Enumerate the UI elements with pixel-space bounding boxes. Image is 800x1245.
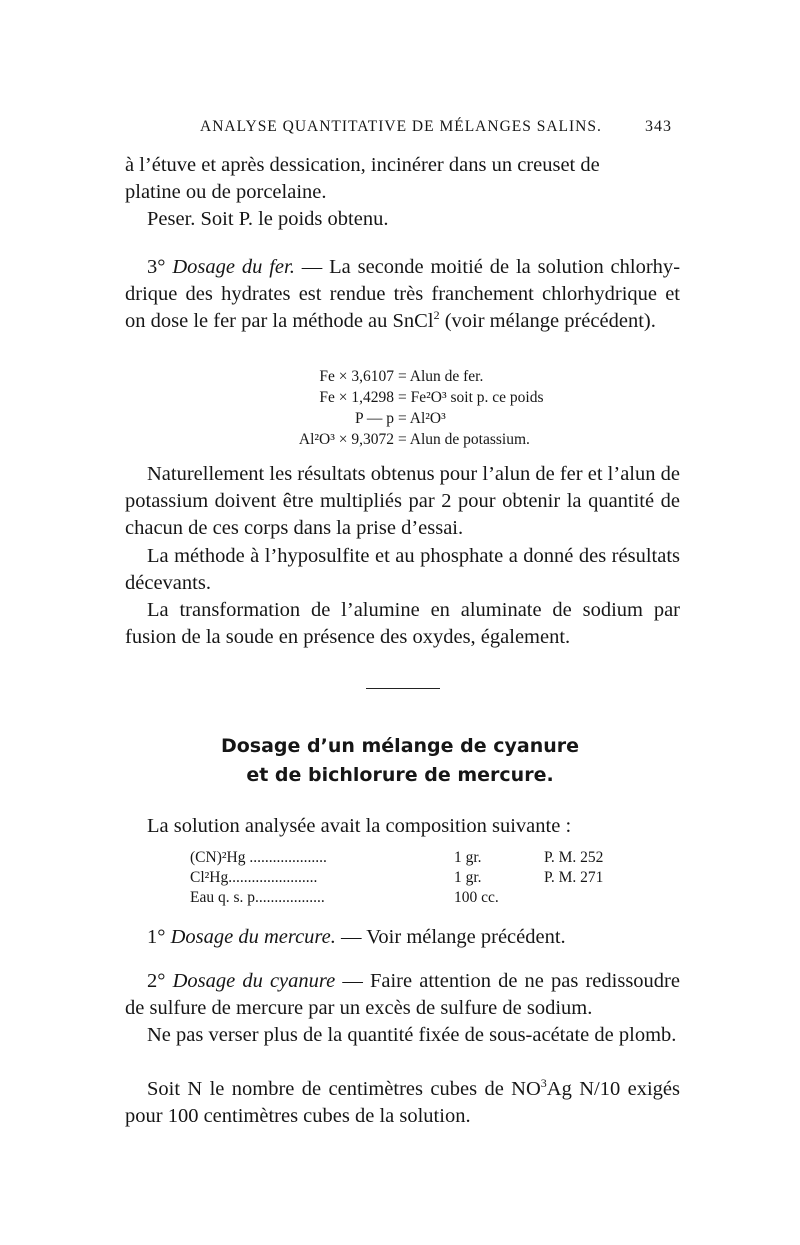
component-molar-mass — [544, 888, 644, 908]
component-molar-mass: P. M. 271 — [544, 869, 604, 886]
composition-row — [190, 888, 644, 908]
dosage-cyanure-paragraph — [125, 968, 680, 1022]
formula-right: = Alun de fer. — [398, 368, 484, 385]
component-name: Eau q. s. p.................. — [190, 889, 325, 906]
dosage-fer-superscript: 2 — [433, 308, 440, 323]
formula-row — [200, 387, 620, 408]
formula-row — [200, 408, 620, 429]
dosage-fer-paragraph — [125, 254, 680, 335]
dosage-fer-dash: — — [294, 256, 330, 278]
peser-paragraph: Peser. Soit P. le poids obtenu. — [147, 208, 389, 230]
dosage-mercure-paragraph — [125, 924, 680, 951]
methode-paragraph: La méthode à l’hyposulfite et au phosphate a donné des résultats décevants. — [125, 545, 680, 594]
plomb-paragraph: Ne pas verser plus de la quantité fixée de sous-acétate de plomb. — [147, 1024, 677, 1046]
dosage-cyanure-text: — Faire attention de ne pas redissoudre de sulfure de mercure par un excès de sulfure de sodium. — [125, 970, 680, 1019]
dosage-mercure-heading: Dosage du mercure. — [170, 926, 336, 948]
formula-block — [200, 366, 620, 450]
component-name: Cl²Hg....................... — [190, 869, 318, 886]
formula-right: = Fe²O³ soit p. ce poids — [398, 389, 544, 406]
formula-left: Fe × 1,4298 — [319, 389, 394, 406]
composition-intro: La solution analysée avait la composition suivante : — [147, 815, 572, 837]
dosage-fer-heading: Dosage du fer. — [172, 256, 295, 278]
formula-right: = Al²O³ — [398, 410, 446, 427]
soit-text: Soit N le nombre de centimètres cubes de NO — [147, 1078, 541, 1100]
composition-table — [190, 848, 644, 908]
section-title-line-2: et de bichlorure de mercure. — [246, 764, 554, 786]
component-name: (CN)²Hg .................... — [190, 849, 327, 866]
running-header: ANALYSE QUANTITATIVE DE MÉLANGES SALINS. — [200, 118, 602, 135]
formula-left: Fe × 3,6107 — [319, 368, 394, 385]
soit-superscript: 3 — [540, 1076, 547, 1091]
component-quantity: 1 gr. — [454, 849, 482, 866]
component-molar-mass: P. M. 252 — [544, 849, 604, 866]
intro-paragraph — [125, 152, 680, 206]
soit-text-end: Ag N/10 exigés pour 100 centimètres cubes de la solution. — [125, 1078, 680, 1127]
transformation-paragraph: La transformation de l’alumine en aluminate de sodium par fusion de la soude en présence des oxydes, également. — [125, 599, 680, 648]
section-divider — [366, 688, 440, 689]
formula-left: Al²O³ × 9,3072 — [298, 431, 394, 448]
dosage-fer-number: 3° — [147, 256, 173, 278]
formula-row — [200, 429, 620, 450]
page-number: 343 — [645, 118, 672, 135]
dosage-mercure-number: 1° — [147, 926, 171, 948]
component-quantity: 100 cc. — [454, 889, 499, 906]
composition-row — [190, 868, 644, 888]
dosage-fer-text: La seconde moitié de la solution chlorhydrique des hydrates est rendue très franchement chlorhydrique et on dose le fer par la méthode au SnCl — [125, 256, 681, 332]
formula-right: = Alun de potassium. — [398, 431, 530, 448]
dosage-cyanure-heading: Dosage du cyanure — [172, 970, 336, 992]
composition-row — [190, 848, 644, 868]
dosage-mercure-text: — Voir mélange précédent. — [335, 926, 566, 948]
soit-paragraph — [125, 1076, 680, 1130]
formula-left: P — p — [354, 410, 394, 427]
section-title-line-1: Dosage d’un mélange de cyanure — [220, 735, 580, 757]
formula-row — [200, 366, 620, 387]
intro-line-1: à l’étuve et après dessication, incinérer dans un creuset de — [125, 154, 600, 176]
component-quantity: 1 gr. — [454, 869, 482, 886]
dosage-cyanure-number: 2° — [147, 970, 173, 992]
dosage-fer-text-end: (voir mélange précédent). — [439, 310, 656, 332]
intro-line-2: platine ou de porcelaine. — [125, 181, 327, 203]
naturellement-paragraph: Naturellement les résultats obtenus pour l’alun de fer et l’alun de potassium doivent être multipliés par 2 pour obtenir la quantité de chacun de ces corps dans la prise d’essai. — [125, 463, 680, 539]
